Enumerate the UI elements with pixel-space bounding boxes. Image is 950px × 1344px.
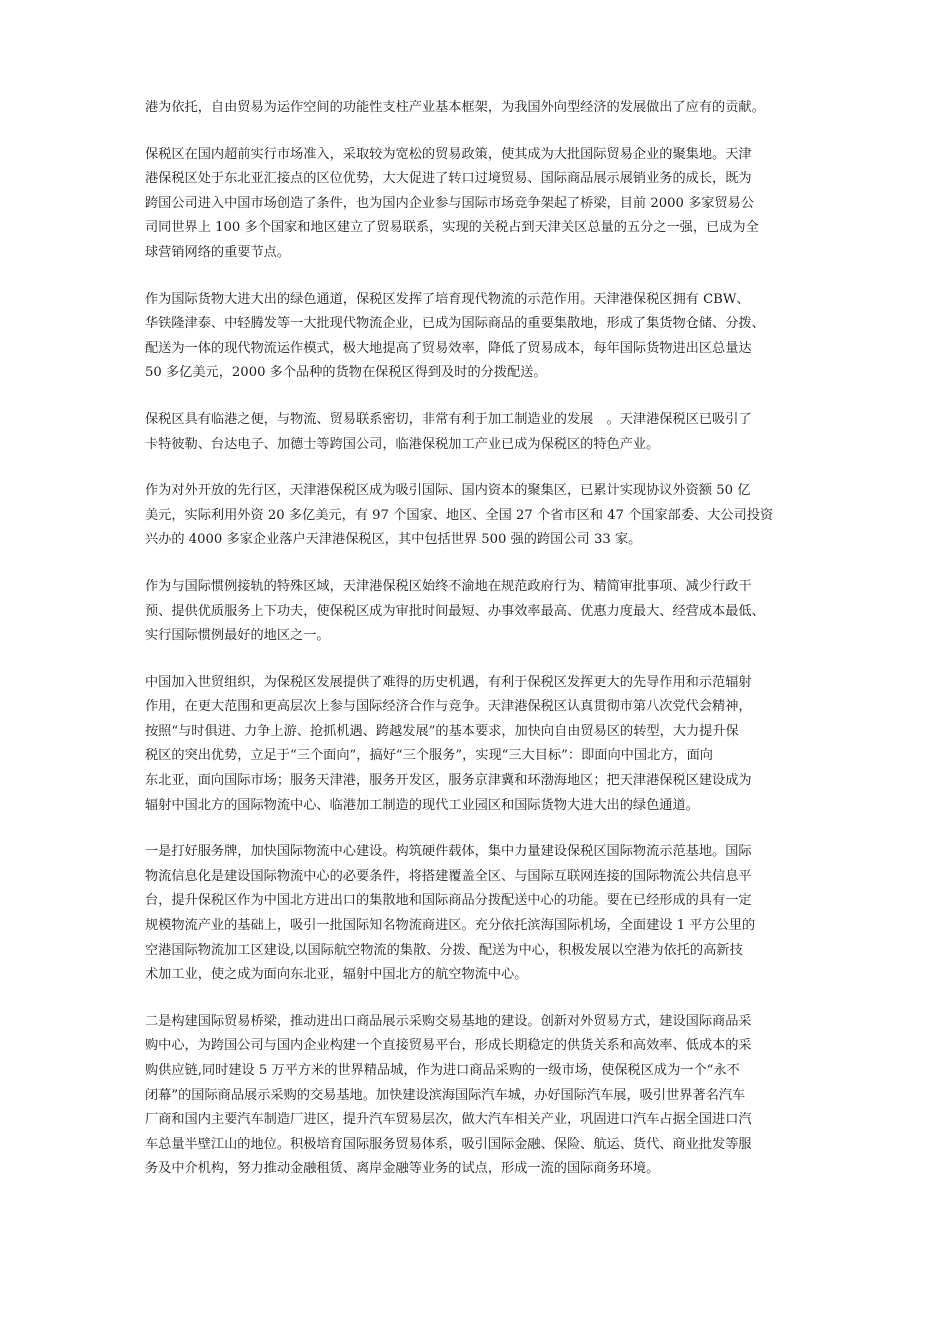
paragraph-5: 作为对外开放的先行区，天津港保税区成为吸引国际、国内资本的聚集区，已累计实现协议外资额 50 亿 美元，实际利用外资 20 多亿美元，有 97 个国家、地区、全国 27 个省市区和 47 个国家部委、大公司投资 兴办的 4000 多家企业落户天津港保税区，其中包括世界 500 强的跨国公司 33 家。: [145, 483, 774, 548]
paragraph-8: 一是打好服务牌，加快国际物流中心建设。构筑硬件载体，集中力量建设保税区国际物流示范基地。国际 物流信息化是建设国际物流中心的必要条件，将搭建覆盖全区、与国际互联网连接的国际物流公共信息平 台，提升保税区作为中国北方进出口的集散地和国际商品分拨配送中心的功能。要在已经形成的具有一定 规模物流产业的基础上，吸引一批国际知名物流商进区。充分依托滨海国际机场，全面建设 1 平方公里的 空港国际物流加工区建设,以国际航空物流的集散、分拨、配送为中心，积极发展以空港为依托的高新技 术加工业，使之成为面向东北亚，辐射中国北方的航空物流中心。: [145, 844, 756, 983]
document-body: [145, 96, 813, 1204]
paragraph-6: 作为与国际惯例接轨的特殊区域，天津港保税区始终不渝地在规范政府行为、精简审批事项、减少行政干 预、提供优质服务上下功夫，使保税区成为审批时间最短、办事效率最高、优惠力度最大、经营成本最低、 实行国际惯例最好的地区之一。: [145, 578, 765, 644]
paragraph-2: 保税区在国内超前实行市场准入，采取较为宽松的贸易政策，使其成为大批国际贸易企业的聚集地。天津 港保税区处于东北亚汇接点的区位优势，大大促进了转口过境贸易、国际商品展示展销业务的成长，既为 跨国公司进入中国市场创造了条件，也为国内企业参与国际市场竞争架起了桥梁，目前 2000 多家贸易公 司同世界上 100 多个国家和地区建立了贸易联系，实现的关税占到天津关区总量的五分之一强，已成为全 球营销网络的重要节点。: [145, 146, 759, 260]
paragraph-3: 作为国际货物大进大出的绿色通道，保税区发挥了培育现代物流的示范作用。天津港保税区拥有 CBW、 华铁隆津泰、中轻腾发等一大批现代物流企业，已成为国际商品的重要集散地，形成了集货物仓储、分拨、 配送为一体的现代物流运作模式，极大地提高了贸易效率，降低了贸易成本，每年国际货物进出区总量达 50 多亿美元，2000 多个品种的货物在保税区得到及时的分拨配送。: [145, 291, 765, 381]
paragraph-4: 保税区具有临港之便，与物流、贸易联系密切，非常有利于加工制造业的发展 。天津港保税区已吸引了 卡特彼勒、台达电子、加德士等跨国公司，临港保税加工产业已成为保税区的特色产业。: [145, 411, 752, 452]
paragraph-7: 中国加入世贸组织，为保税区发展提供了难得的历史机遇，有利于保税区发挥更大的先导作用和示范辐射 作用，在更大范围和更高层次上参与国际经济合作与竞争。天津港保税区认真贯彻市第八次党代会精神， 按照“与时俱进、力争上游、抢抓机遇、跨越发展”的基本要求，加快向自由贸易区的转型，大力提升保 税区的突出优势，立足于“三个面向”，搞好“三个服务”，实现“三大目标”：即面向中国北方，面向 东北亚，面向国际市场；服务天津港，服务开发区，服务京津冀和环渤海地区；把天津港保税区建设成为 辐射中国北方的国际物流中心、临港加工制造的现代工业园区和国际货物大进大出的绿色通道。: [145, 674, 752, 813]
paragraph-1: 港为依托，自由贸易为运作空间的功能性支柱产业基本框架，为我国外向型经济的发展做出了应有的贡献。: [145, 100, 765, 115]
paragraph-9: 二是构建国际贸易桥梁，推动进出口商品展示采购交易基地的建设。创新对外贸易方式，建设国际商品采 购中心，为跨国公司与国内企业构建一个直接贸易平台，形成长期稳定的供货关系和高效率、低成本的采 购供应链,同时建设 5 万平方米的世界精品城，作为进口商品采购的一级市场，使保税区成为一个“永不 闭幕”的国际商品展示采购的交易基地。加快建设滨海国际汽车城，办好国际汽车展，吸引世界著名汽车 厂商和国内主要汽车制造厂进区，提升汽车贸易层次，做大汽车相关产业，巩固进口汽车占据全国进口汽 车总量半壁江山的地位。积极培育国际服务贸易体系，吸引国际金融、保险、航运、货代、商业批发等服 务及中介机构，努力推动金融租赁、离岸金融等业务的试点，形成一流的国际商务环境。: [145, 1013, 752, 1177]
